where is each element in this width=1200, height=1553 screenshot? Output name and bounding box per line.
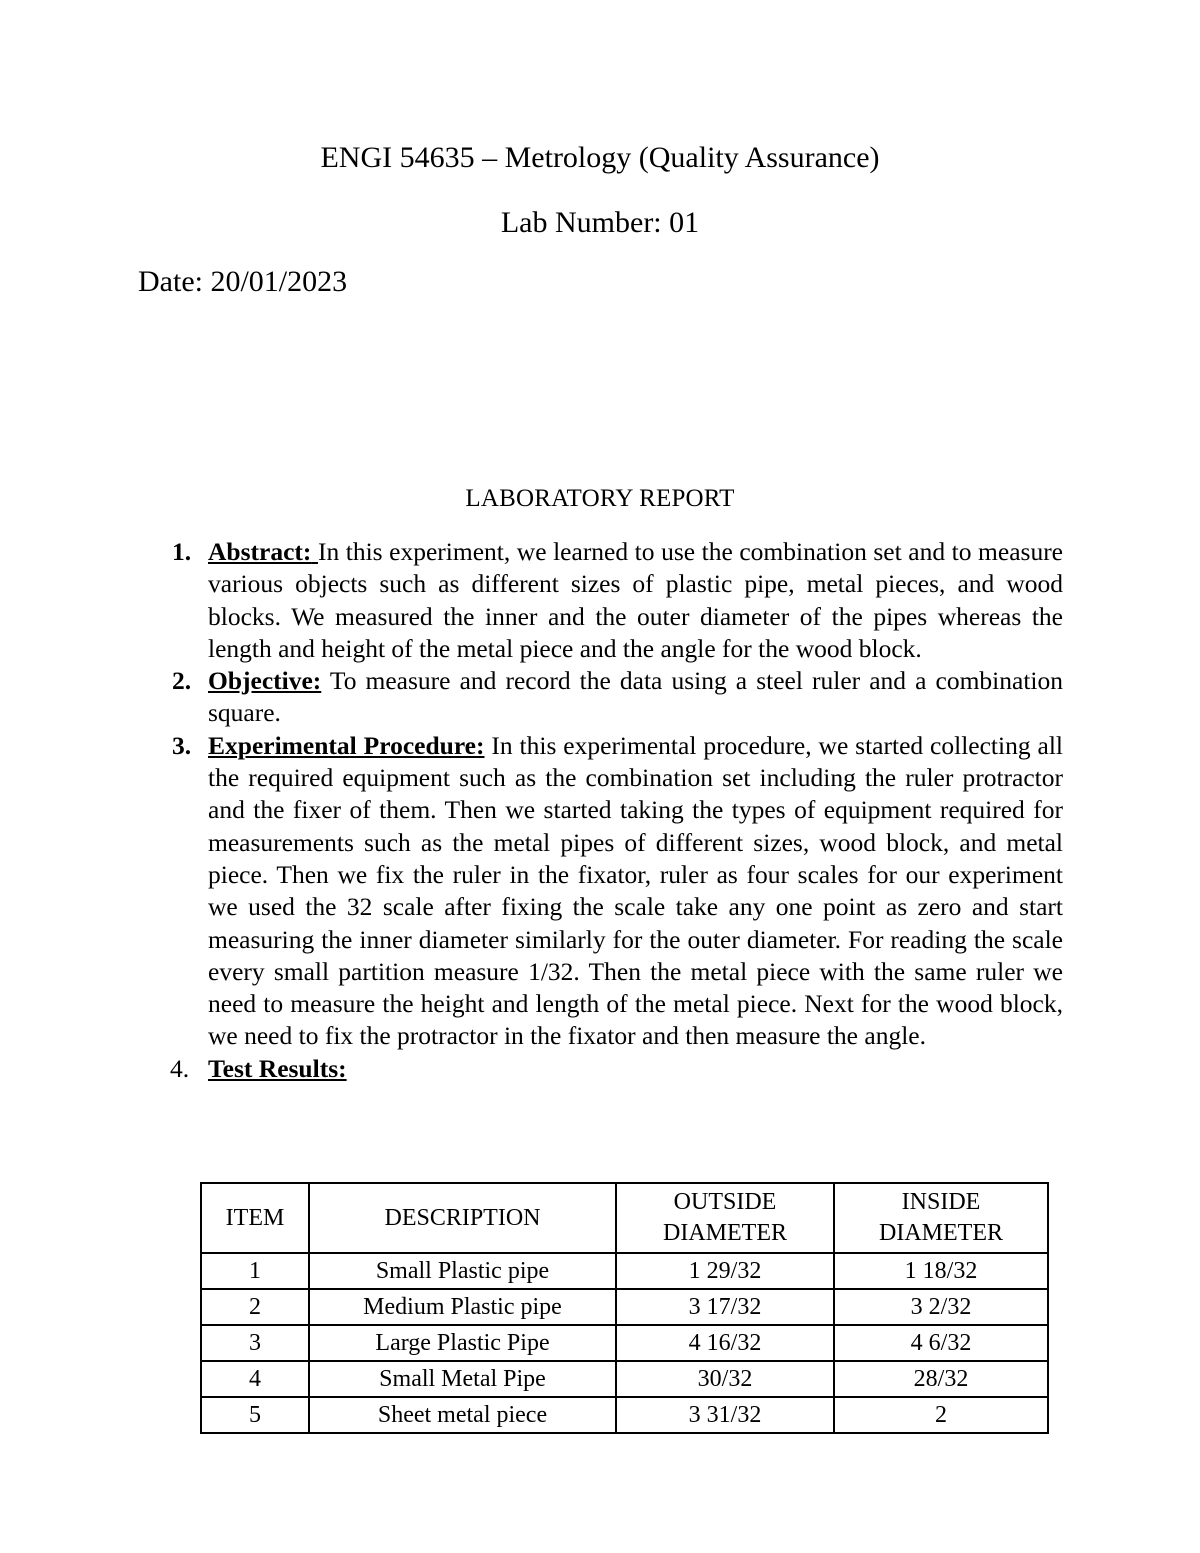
table-row [201,1289,1048,1325]
cell-item: 1 [201,1253,309,1289]
cell-description: Small Plastic pipe [309,1253,616,1289]
table-header-row [201,1183,1048,1253]
table-row [201,1361,1048,1397]
lab-number: Lab Number: 01 [500,206,700,239]
table-row [201,1325,1048,1361]
cell-description: Small Metal Pipe [309,1361,616,1397]
table-row [201,1397,1048,1433]
table-header-description: DESCRIPTION [309,1183,616,1253]
list-item [138,536,1063,665]
date-line: Date: 20/01/2023 [138,265,348,298]
list-item-lead: Test Results: [208,1053,347,1083]
list-item-lead: Experimental Procedure: [208,730,485,760]
cell-outside: 30/32 [616,1361,834,1397]
list-item-text: In this experiment, we learned to use the combination set and to measure various objects such as different sizes of plastic pipe, metal pieces, and wood blocks. We measured the inner and the outer diameter of the pipes whereas the length and height of the metal piece and the angle for the wood block. [208,537,1064,663]
table-header-item: ITEM [201,1183,309,1253]
cell-item: 2 [201,1289,309,1325]
list-item-lead: Abstract: [208,537,312,566]
list-item [138,1053,1063,1085]
cell-inside: 28/32 [834,1361,1048,1397]
cell-inside: 3 2/32 [834,1289,1048,1325]
list-item [138,730,1063,1053]
list-item-text: To measure and record the data using a steel ruler and a combination square. [208,666,1063,728]
cell-outside: 3 31/32 [616,1397,834,1433]
cell-inside: 4 6/32 [834,1325,1048,1361]
cell-description: Large Plastic Pipe [309,1325,616,1361]
course-title: ENGI 54635 – Metrology (Quality Assurance) [320,141,880,174]
cell-item: 3 [201,1325,309,1361]
report-heading: LABORATORY REPORT [465,485,735,512]
list-item [138,665,1063,730]
numbered-section-list [138,536,1063,1085]
table-header-outside: OUTSIDE DIAMETER [616,1183,834,1253]
list-item-marker: 3. [172,730,192,760]
cell-outside: 4 16/32 [616,1325,834,1361]
list-item-marker: 2. [172,666,192,696]
cell-description: Medium Plastic pipe [309,1289,616,1325]
cell-item: 4 [201,1361,309,1397]
cell-inside: 2 [834,1397,1048,1433]
cell-item: 5 [201,1397,309,1433]
test-results-table [200,1182,1049,1434]
cell-outside: 1 29/32 [616,1253,834,1289]
list-item-marker: 4. [170,1053,190,1083]
cell-description: Sheet metal piece [309,1397,616,1433]
cell-inside: 1 18/32 [834,1253,1048,1289]
list-item-lead: Objective: [208,666,322,696]
table-header-inside: INSIDE DIAMETER [834,1183,1048,1253]
list-item-marker: 1. [172,537,192,566]
cell-outside: 3 17/32 [616,1289,834,1325]
list-item-text: In this experimental procedure, we started collecting all the required equipment such as the combination set including the ruler protractor and the fixer of them. Then we started taking the types of equipment required for measurements such as the metal pipes of different sizes, wood block, and metal piece. Then we fix the ruler in the fixator, ruler as four scales for our experiment we used the 32 scale after fixing the scale take any one point as zero and start measuring the inner diameter similarly for the outer diameter. For reading the scale every small partition measure 1/32. Then the metal piece with the same ruler we need to measure the height and length of the metal piece. Next for the wood block, we need to fix the protractor in the fixator and then measure the angle. [208,730,1063,1051]
table-row [201,1253,1048,1289]
